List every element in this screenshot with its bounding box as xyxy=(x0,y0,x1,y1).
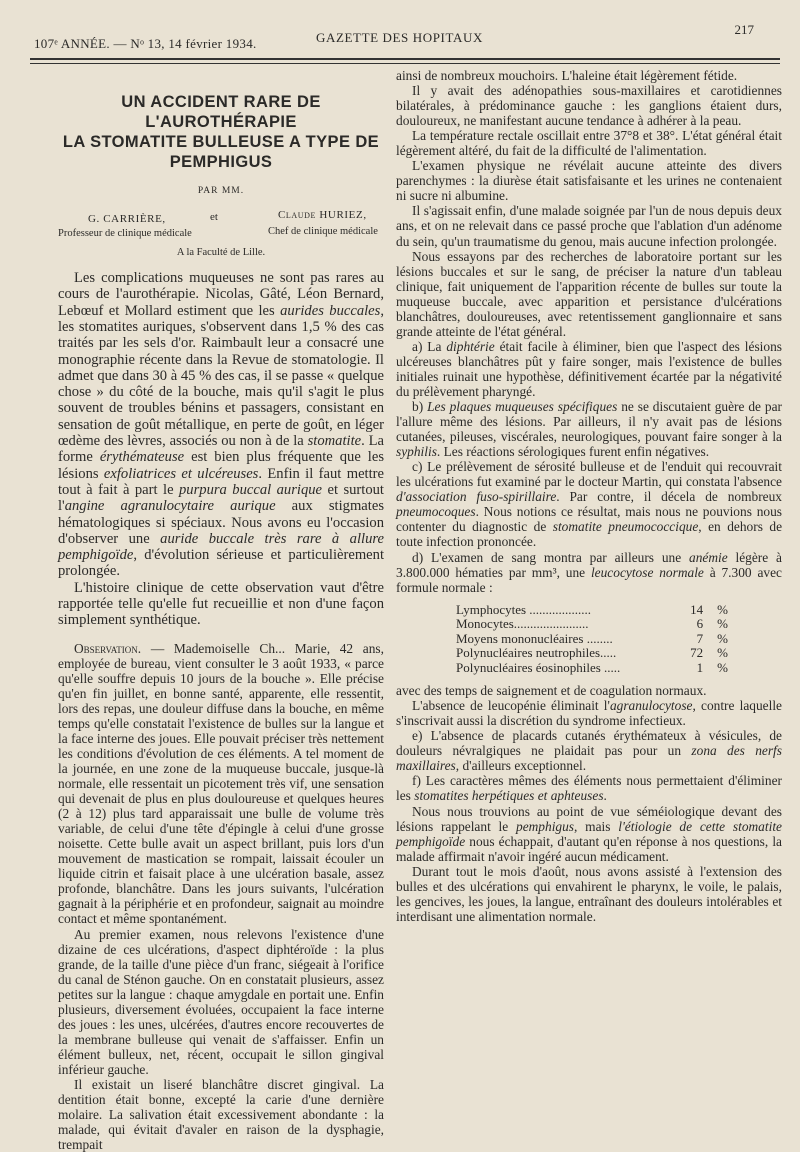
blood-formula-table xyxy=(456,603,782,676)
author-2: Claude HURIEZ, xyxy=(278,209,367,222)
author-2-title: Chef de clinique médicale xyxy=(268,226,378,238)
authors xyxy=(58,209,384,249)
item-f: f) Les caractères mêmes des éléments nous permettaient d'éliminer les stomatites herpétiques et aphteuses. xyxy=(396,773,782,804)
paragraph: Durant tout le mois d'août, nous avons assisté à l'extension des bulles et des ulcérations qui envahirent le pharynx, le voile, le palais, les gencives, les joues, la langue, entraînant des douleurs intolérables et interdisant une alimentation normale. xyxy=(396,863,782,924)
exam-paragraph: Au premier examen, nous relevons l'existence d'une dizaine de ces ulcérations, d'aspect diphtéroïde : la plus grande, de la taille d'une pièce d'un franc, siégeait à l'orifice du canal de Sténon gauche. On en constatait plusieurs, assez petites sur la langue : chaque amygdale en portait une. Enfin plusieurs, diversement évoluées, occupaient la face interne des joues : les unes, ulcérées, d'autres encore recouvertes de la membrane bulleuse qui venait de s'affaisser. Enfin un élément bulleux, net, récent, occupait le sillon gingival inférieur gauche. xyxy=(58,926,384,1077)
article-title: UN ACCIDENT RARE DE L'AUROTHÉRAPIE LA STOMATITE BULLEUSE A TYPE DE PEMPHIGUS xyxy=(62,93,380,171)
gingival-paragraph: Il existait un liseré blanchâtre discret gingival. La dentition était bonne, excepté la carie d'une dernière molaire. La salivation était excessivement abondante : la malade, qui évitait d'avaler en raison de la dysphagie, trempait xyxy=(58,1076,384,1152)
observation-paragraph: Observation. — Mademoiselle Ch... Marie, 42 ans, employée de bureau, vient consulter le 3 août 1933, « parce qu'elle souffre depuis 10 jours de la bouche ». Elle précise qu'en fin juillet, en bonne santé, apparente, elle ressentit, lors des repas, une douleur diffuse dans la bouche, en même temps qu'elle constatait l'existence de bulles sur la langue et la face interne des joues. Elle pouvait préciser très nettement les conditions d'évolution de ces éléments. A tel moment de la journée, en une zone de la muqueuse buccale, jusque-là normale, elle ressentait un picotement très vif, une sensation qui devenait de plus en plus douloureuse et quelques heures (2 à 12) plus tard apparaissait une bulle de volume très variable, de celui d'une tête d'épingle à celui d'une grosse noisette. Cette bulle avait un aspect brillant, puis lors d'un mouvement de mastication se rompait, laissait écouler un liquide citrin et faisait place à une ulcération basale, assez profonde, blanchâtre. Dans les jours suivants, l'ulcération gagnait à la périphérie et en profondeur, saignait au moindre contact et même spontanément. xyxy=(58,640,384,927)
table-row: Monocytes....................... 6 % xyxy=(456,616,728,632)
journal-name: GAZETTE DES HOPITAUX xyxy=(316,30,483,45)
right-column xyxy=(396,68,782,924)
paragraph: Nous essayons par des recherches de laboratoire portant sur les lésions buccales et sur le sang, de préciser la nature d'un tableau clinique, fait uniquement de l'apparition récente de bulles sur toute la muqueuse buccale, avec apparition et persistance d'ulcérations blanchâtres, douloureuses, avec retentissement ganglionnaire et sans grande atteinte de l'état général. xyxy=(396,248,782,339)
item-b: b) Les plaques muqueuses spécifiques ne se discutaient guère de par l'allure même des lésions. Par ailleurs, il n'y avait pas de lésions cutanées, pileuses, viscérales, neurologiques, pouvant faire songer à la syphilis. Les réactions sérologiques furent enfin négatives. xyxy=(396,399,782,460)
byline: PAR MM. xyxy=(197,186,245,196)
table-row: Lymphocytes ................... 14 % xyxy=(456,601,728,617)
header-rule-thin xyxy=(30,63,780,64)
author-1-title: Professeur de clinique médicale xyxy=(58,228,192,240)
item-d: d) L'examen de sang montra par ailleurs une anémie légère à 3.800.000 hématies par mm³, une leucocytose normale à 7.300 avec formule normale : xyxy=(396,549,782,595)
item-c: c) Le prélèvement de sérosité bulleuse et de l'enduit qui recouvrait les ulcérations fut examiné par le docteur Martin, qui constata l'absence d'association fuso-spirillaire. Par contre, il décela de nombreux pneumocoques. Nous notions ce résultat, mais nous ne pouvions nous contenter du diagnostic de stomatite pneumococcique, en dehors de toute infection prononcée. xyxy=(396,459,783,550)
paragraph: Il y avait des adénopathies sous-maxillaires et carotidiennes bilatérales, à prédominance gauche : les ganglions étaient durs, douloureux, ne manifestant aucune tendance à adhérer à la peau. xyxy=(396,83,782,129)
table-row: Moyens mononucléaires ........ 7 % xyxy=(456,630,728,646)
paragraph: L'examen physique ne révélait aucune atteinte des divers parenchymes : la diurèse était satisfaisante et les urines ne contenaient ni sucre ni albumine. xyxy=(396,158,782,204)
author-1: G. CARRIÈRE, xyxy=(88,213,166,226)
author-conjunction: et xyxy=(210,211,218,224)
paragraph: Il s'agissait enfin, d'une malade soignée par l'un de nous depuis deux ans, et on ne relevait dans ce passé proche que l'ablation d'un adénome du sein, qu'un traumatisme du genou, mais aucune infection prolongée. xyxy=(396,203,782,249)
intro-paragraph: Les complications muqueuses ne sont pas rares au cours de l'aurothérapie. Nicolas, Gâté, Léon Bernard, Lebœuf et Mollard estiment que les aurides buccales, les stomatites auriques, s'observent dans 1,5 % des cas traités par les sels d'or. Raimbault leur a consacré une monographie récente dans la Revue de stomatologie. Il admet que dans 30 à 45 % des cas, il se passe « quelque chose » du côté de la bouche, mais qu'il s'agit le plus souvent de troubles bénins et passagers, consistant en sensation de goût métallique, en perte de goût, en léger œdème des lèvres, associés ou non à de la stomatite. La forme érythémateuse est bien plus fréquente que les lésions exfoliatrices et ulcéreuses. Enfin il faut mettre tout à fait à part le purpura buccal aurique et surtout l'angine agranulocytaire aurique aux stigmates hématologiques si spéciaux. Nous avons eu l'occasion d'observer une auride buccale très rare à allure pemphigoïde, d'évolution sérieuse et particulièrement prolongée. xyxy=(58,270,385,580)
paragraph: La température rectale oscillait entre 37°8 et 38°. L'état général était légèrement altéré, du fait de la difficulté de l'alimentation. xyxy=(396,128,782,159)
paragraph: ainsi de nombreux mouchoirs. L'haleine était légèrement fétide. xyxy=(396,68,738,83)
paragraph: Nous nous trouvions au point de vue séméiologique devant des lésions rappelant le pemphigus, mais l'étiologie de cette stomatite pemphigoïde nous échappait, d'autant qu'en réponse à nos questions, la malade affirmait n'avoir ingéré aucun médicament. xyxy=(396,803,782,864)
item-e: e) L'absence de placards cutanés érythémateux à vésicules, de douleurs névralgiques ne plaidait pas pour un zona des nerfs maxillaires, d'ailleurs exceptionnel. xyxy=(396,728,782,774)
header-rule xyxy=(30,58,780,60)
item-a: a) La diphtérie était facile à éliminer, bien que l'aspect des lésions ulcéreuses blanchâtres pût y faire songer, mais l'existence de bulles initiales ruinait une hypothèse, définitivement écartée par la négativité du prélèvement pharyngé. xyxy=(396,338,782,399)
paragraph: avec des temps de saignement et de coagulation normaux. xyxy=(396,683,707,699)
page-number: 217 xyxy=(734,22,754,37)
table-row: Polynucléaires éosinophiles ..... 1 % xyxy=(456,659,728,675)
paragraph: L'absence de leucopénie éliminait l'agranulocytose, contre laquelle s'inscrivait aussi la discrétion du syndrome infectieux. xyxy=(396,698,782,729)
running-header xyxy=(34,22,754,54)
intro-paragraph-2: L'histoire clinique de cette observation vaut d'être rapportée telle qu'elle fut recueillie et non d'une façon simplement synthétique. xyxy=(58,579,384,629)
issue-line: 107ᵉ ANNÉE. — Nᵒ 13, 14 février 1934. xyxy=(34,36,257,51)
left-column xyxy=(58,68,384,1152)
faculty-line: A la Faculté de Lille. xyxy=(176,247,266,259)
table-row: Polynucléaires neutrophiles..... 72 % xyxy=(456,645,728,661)
